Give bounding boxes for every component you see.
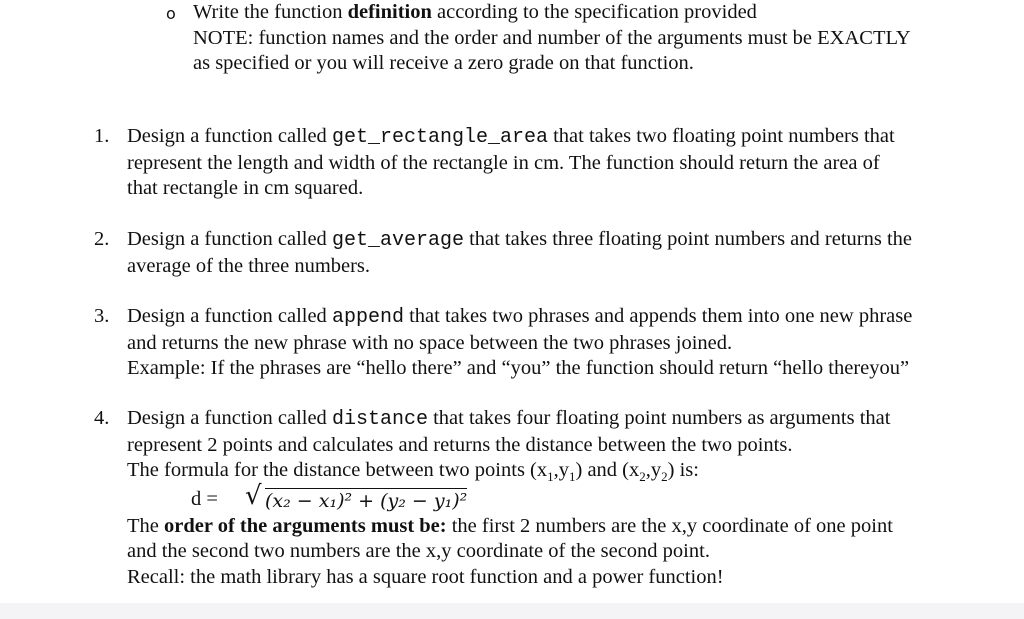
question-number: 2. — [94, 228, 110, 250]
formula-intro: The formula for the distance between two points $(x_1,y_1)$ and $(x_2,y_2)$ is: — [127, 459, 699, 485]
function-name-code: distance — [331, 408, 428, 431]
bullet-line-1: Write the function definition according to the specification provided — [193, 1, 757, 23]
bullet-text — [193, 0, 993, 77]
formula-lhs: d = — [191, 487, 218, 510]
question-number: 4. — [94, 407, 110, 429]
distance-formula — [191, 480, 987, 514]
square-root-icon: √ — [245, 480, 262, 511]
function-name-code: get_average — [331, 229, 464, 252]
definition-bold: definition — [347, 1, 432, 23]
bullet-line-3: as specified or you will receive a zero grade on that function. — [193, 52, 694, 74]
argument-order-bold: order of the arguments must be: — [164, 514, 447, 537]
page-bottom-edge — [0, 603, 1024, 619]
question-text: Design a function called distance that takes four floating point numbers as arguments that represent 2 points and calculates and returns the distance between the two points. The formula for the distance between two points $(x_1,y_1)$ and $(x_2,y_2)$ is: d = √ (x₂ − x₁)² + (y₂ − y₁)² The order of the arguments must be: the first 2 numbers are the x,y coordinate of one point and the second two numbers are the x,y coordinate of the second point. Recall: the math library has a square root function and a power function! — [127, 406, 987, 590]
question-number: 1. — [94, 125, 110, 147]
question-text: Design a function called get_rectangle_area that takes two floating point numbers that represent the length and width of the rectangle in cm. The function should return the area of that rectangle in cm squared. — [127, 125, 895, 199]
bullet-line-2: NOTE: function names and the order and number of the arguments must be EXACTLY — [193, 26, 911, 49]
bullet-marker: o — [166, 4, 176, 23]
question-text: Design a function called get_average that takes three floating point numbers and returns the average of the three numbers. — [127, 228, 912, 277]
question-number: 3. — [94, 305, 110, 327]
formula-radicand: (x₂ − x₁)² + (y₂ − y₁)² — [265, 489, 468, 512]
question-text: Design a function called append that takes two phrases and appends them into one new phrase and returns the new phrase with no space between the two phrases joined. Example: If the phrases are “hello there” and “you” the function should return “hello thereyou” — [127, 305, 913, 379]
function-name-code: get_rectangle_area — [331, 126, 548, 149]
function-name-code: append — [331, 306, 404, 329]
